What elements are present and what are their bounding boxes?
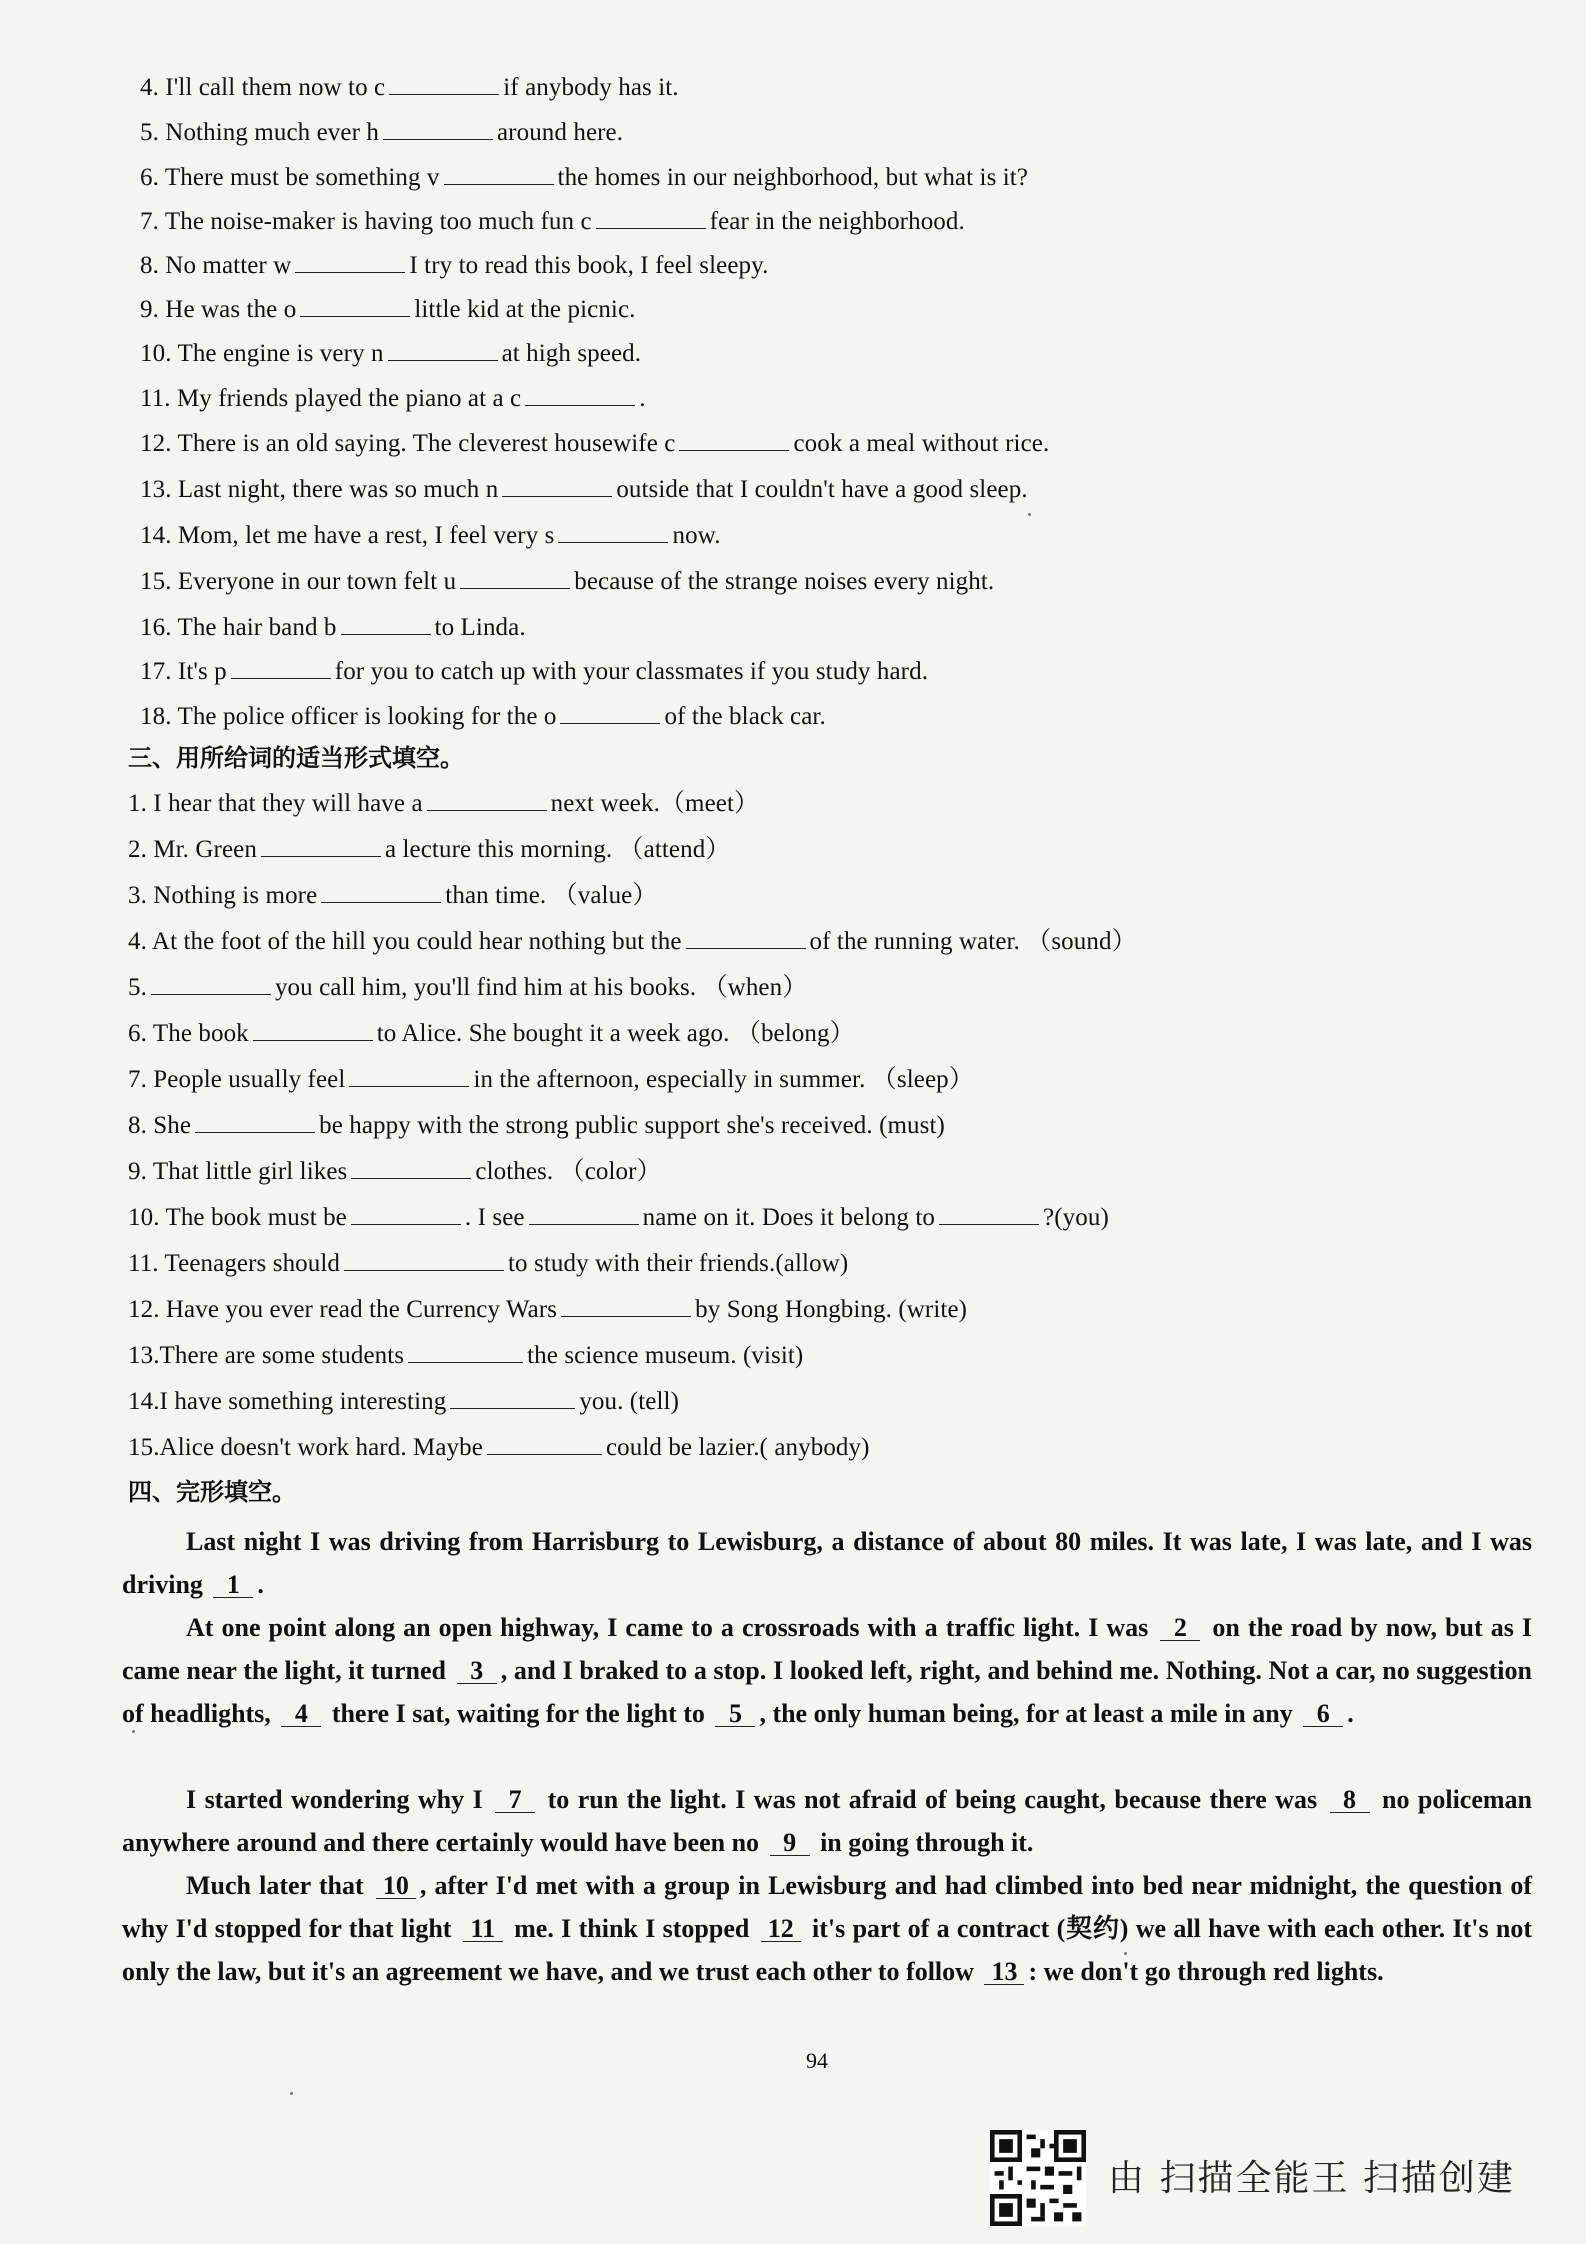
cloze-blank[interactable]: 1	[213, 1573, 253, 1598]
answer-blank[interactable]	[427, 788, 547, 811]
answer-blank[interactable]	[388, 338, 498, 361]
part2-item: 6. There must be something v the homes in our neighborhood, but what is it?	[140, 164, 1029, 191]
cloze-blank[interactable]: 10	[376, 1874, 416, 1899]
part3-item: 6. The book to Alice. She bought it a week ago. （belong）	[128, 1020, 855, 1047]
part3-item: 4. At the foot of the hill you could hear nothing but the of the running water. （sound）	[128, 928, 1137, 955]
scan-speck	[132, 1730, 135, 1733]
cloze-blank[interactable]: 4	[281, 1702, 321, 1727]
cloze-blank[interactable]: 7	[495, 1788, 535, 1813]
answer-blank[interactable]	[231, 656, 331, 679]
part2-item: 16. The hair band b to Linda.	[140, 614, 526, 641]
answer-blank[interactable]	[349, 1064, 469, 1087]
cloze-blank[interactable]: 13	[984, 1960, 1024, 1985]
answer-blank[interactable]	[351, 1202, 461, 1225]
answer-blank[interactable]	[450, 1386, 575, 1409]
section-heading: 四、完形填空。	[128, 1478, 296, 1506]
scanner-watermark: 由 扫描全能王 扫描创建	[1108, 2158, 1515, 2199]
answer-blank[interactable]	[261, 834, 381, 857]
part3-item: 3. Nothing is more than time. （value）	[128, 882, 658, 909]
scan-speck	[290, 2092, 293, 2095]
cloze-blank[interactable]: 6	[1303, 1702, 1343, 1727]
cloze-paragraph-4: Much later that 10 , after I'd met with a group in Lewisburg and had climbed into bed near midnight, the question of why I'd stopped for that light 11 me. I think I stopped 12 it's part of a contract (契约) we all have with each other. It's not only the law, but it's an agreement we have, and we trust each other to follow 13 : we don't go through red lights.	[122, 1871, 1533, 1986]
cloze-blank[interactable]: 11	[463, 1917, 503, 1942]
answer-blank[interactable]	[344, 1248, 504, 1271]
part2-item: 10. The engine is very n at high speed.	[140, 340, 642, 367]
answer-blank[interactable]	[351, 1156, 471, 1179]
part2-item: 7. The noise-maker is having too much fun c fear in the neighborhood.	[140, 208, 965, 235]
answer-blank[interactable]	[487, 1432, 602, 1455]
part2-item: 5. Nothing much ever h around here.	[140, 119, 624, 146]
answer-blank[interactable]	[383, 117, 493, 140]
cloze-blank[interactable]: 5	[715, 1702, 755, 1727]
part2-item: 14. Mom, let me have a rest, I feel very s now.	[140, 522, 721, 549]
answer-blank[interactable]	[151, 972, 271, 995]
answer-blank[interactable]	[460, 566, 570, 589]
answer-blank[interactable]	[408, 1340, 523, 1363]
part2-item: 13. Last night, there was so much n outside that I couldn't have a good sleep.	[140, 476, 1028, 503]
cloze-blank[interactable]: 9	[770, 1831, 810, 1856]
cloze-paragraph-3: I started wondering why I 7 to run the light. I was not afraid of being caught, because there was 8 no policeman anywhere around and there certainly would have been no 9 in going through it.	[122, 1785, 1532, 1857]
part2-item: 18. The police officer is looking for the o of the black car.	[140, 703, 826, 730]
part2-item: 9. He was the o little kid at the picnic.	[140, 296, 636, 323]
part3-item: 11. Teenagers should to study with their friends.(allow)	[128, 1250, 849, 1277]
answer-blank[interactable]	[321, 880, 441, 903]
answer-blank[interactable]	[679, 428, 789, 451]
part3-item: 9. That little girl likes clothes. （color）	[128, 1158, 662, 1185]
qr-code-icon	[990, 2130, 1086, 2226]
part3-item: 2. Mr. Green a lecture this morning. （attend）	[128, 836, 731, 863]
cloze-paragraph-1: Last night I was driving from Harrisburg to Lewisburg, a distance of about 80 miles. It was late, I was late, and I was driving 1 .	[122, 1527, 1532, 1599]
part2-item: 12. There is an old saying. The cleverest housewife c cook a meal without rice.	[140, 430, 1050, 457]
part2-item: 4. I'll call them now to c if anybody has it.	[140, 74, 679, 101]
part2-item: 8. No matter w I try to read this book, I feel sleepy.	[140, 252, 769, 279]
part3-item: 10. The book must be . I see name on it. Does it belong to ?(you)	[128, 1204, 1109, 1231]
part3-item: 15.Alice doesn't work hard. Maybe could be lazier.( anybody)	[128, 1434, 870, 1461]
scan-speck	[1124, 1952, 1127, 1955]
answer-blank[interactable]	[502, 474, 612, 497]
answer-blank[interactable]	[444, 162, 554, 185]
part3-item: 8. She be happy with the strong public support she's received. (must)	[128, 1112, 945, 1139]
answer-blank[interactable]	[686, 926, 806, 949]
part3-item: 12. Have you ever read the Currency Wars by Song Hongbing. (write)	[128, 1296, 968, 1323]
part3-item: 13.There are some students the science museum. (visit)	[128, 1342, 804, 1369]
answer-blank[interactable]	[560, 701, 660, 724]
answer-blank[interactable]	[295, 250, 405, 273]
part2-item: 17. It's p for you to catch up with your classmates if you study hard.	[140, 658, 929, 685]
answer-blank[interactable]	[195, 1110, 315, 1133]
section-heading: 三、用所给词的适当形式填空。	[128, 744, 464, 772]
part2-item: 11. My friends played the piano at a c .	[140, 385, 646, 412]
answer-blank[interactable]	[300, 294, 410, 317]
answer-blank[interactable]	[561, 1294, 691, 1317]
part2-item: 15. Everyone in our town felt u because of the strange noises every night.	[140, 568, 995, 595]
answer-blank[interactable]	[341, 612, 431, 635]
part3-item: 1. I hear that they will have a next week.（meet）	[128, 790, 760, 817]
page-number: 94	[806, 2048, 828, 2073]
cloze-blank[interactable]: 3	[457, 1659, 497, 1684]
scan-speck	[1028, 513, 1031, 516]
answer-blank[interactable]	[253, 1018, 373, 1041]
cloze-paragraph-2: At one point along an open highway, I came to a crossroads with a traffic light. I was 2 on the road by now, but as I came near the light, it turned 3 , and I braked to a stop. I looked left, right, and behind me. Nothing. Not a car, no suggestion of headlights, 4 there I sat, waiting for the light to 5 , the only human being, for at least a mile in any 6 .	[122, 1613, 1533, 1728]
part3-item: 5. you call him, you'll find him at his books. （when）	[128, 974, 808, 1001]
part3-item: 7. People usually feel in the afternoon, especially in summer. （sleep）	[128, 1066, 974, 1093]
answer-blank[interactable]	[529, 1202, 639, 1225]
answer-blank[interactable]	[596, 206, 706, 229]
answer-blank[interactable]	[939, 1202, 1039, 1225]
answer-blank[interactable]	[558, 520, 668, 543]
answer-blank[interactable]	[389, 72, 499, 95]
cloze-blank[interactable]: 8	[1330, 1788, 1370, 1813]
part3-item: 14.I have something interesting you. (tell)	[128, 1388, 679, 1415]
cloze-blank[interactable]: 2	[1160, 1616, 1200, 1641]
answer-blank[interactable]	[525, 383, 635, 406]
cloze-blank[interactable]: 12	[761, 1917, 801, 1942]
